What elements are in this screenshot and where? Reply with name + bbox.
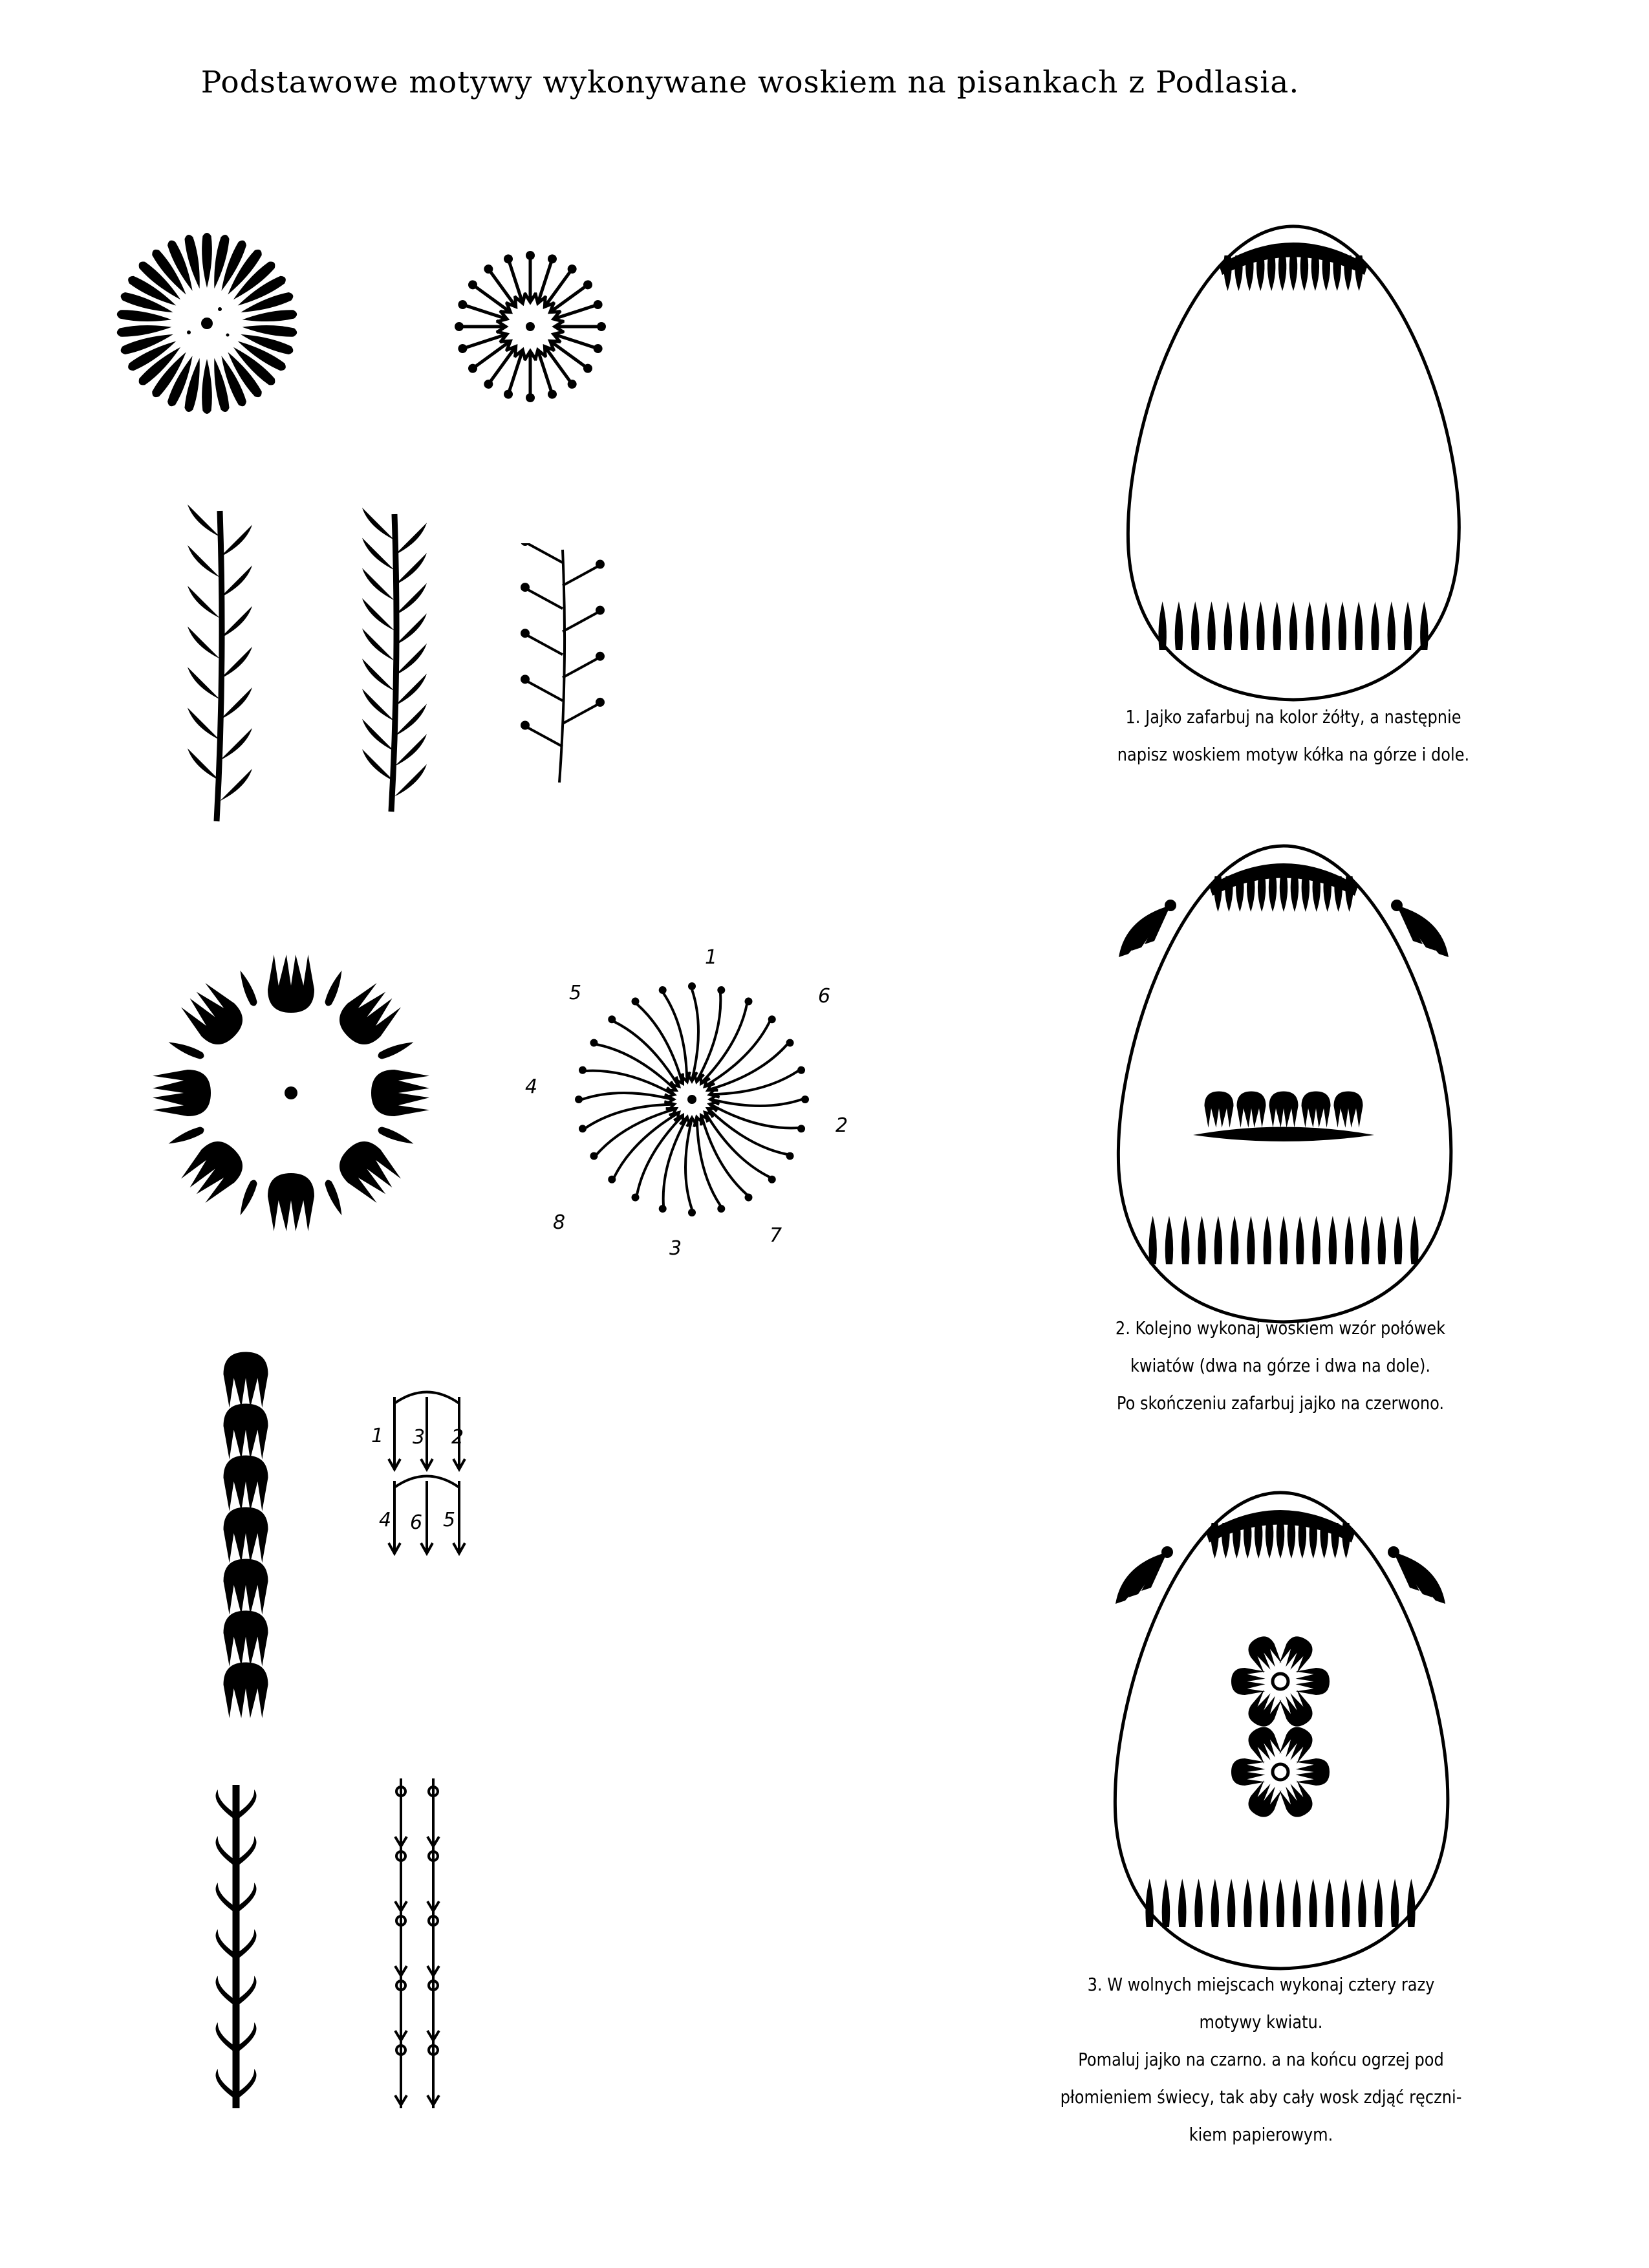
leaf-sprig-motif <box>171 504 268 828</box>
wax-stroke <box>1288 1523 1295 1559</box>
wax-stroke <box>1345 1216 1353 1264</box>
sprig-leaf <box>394 674 427 706</box>
wax-stroke <box>1322 601 1330 650</box>
egg-step-2 <box>1096 834 1471 1332</box>
wax-stroke <box>376 1125 415 1147</box>
stroke-number: 5 <box>569 982 582 1004</box>
wax-stroke <box>1329 1216 1337 1264</box>
comb-petal <box>1231 1758 1266 1786</box>
comb-petal <box>1277 1778 1317 1821</box>
sprig-leaf <box>362 719 394 751</box>
wax-stroke <box>1407 1879 1415 1927</box>
wax-stroke <box>323 1178 345 1216</box>
stroke-number: 3 <box>669 1237 682 1260</box>
wax-stroke <box>1361 1216 1369 1264</box>
sprig-leaf <box>220 647 252 679</box>
wax-stroke <box>1339 601 1346 650</box>
arrow-stroke <box>685 1118 697 1216</box>
wax-stroke <box>1323 876 1331 912</box>
comb-petal <box>268 955 314 1013</box>
sprig-leaf <box>188 586 220 618</box>
comb-petal <box>1244 1688 1285 1731</box>
comb-petal <box>224 1559 268 1615</box>
wax-dot <box>596 698 605 707</box>
wax-stroke <box>1311 255 1319 291</box>
wax-stroke <box>1256 601 1264 650</box>
wax-stroke <box>167 1125 205 1147</box>
wax-stroke <box>1306 601 1313 650</box>
comb-petal <box>1296 1668 1330 1695</box>
wax-stroke <box>1175 601 1183 650</box>
wax-stroke <box>1300 255 1308 291</box>
wax-stroke <box>1391 1879 1399 1927</box>
sprig-leaf <box>362 568 394 600</box>
comb-petal <box>1277 1632 1317 1675</box>
sprig-leaf <box>188 545 220 578</box>
arrow-stroke <box>527 635 563 654</box>
wax-stroke <box>1194 1879 1202 1927</box>
sprig-leaf <box>362 598 394 631</box>
wax-stroke <box>202 359 212 414</box>
sprig-leaf <box>220 687 252 720</box>
arrow-stroke <box>540 262 579 310</box>
stroke-number: 6 <box>410 1511 423 1534</box>
stroke-number: 3 <box>413 1426 426 1449</box>
wax-stroke <box>1225 876 1233 912</box>
sprig-leaf <box>394 764 427 797</box>
wax-stroke <box>1299 1523 1306 1559</box>
sprig-leaf <box>362 508 394 540</box>
wax-stroke <box>1371 601 1379 650</box>
wax-stroke <box>1273 601 1280 650</box>
wax-stroke <box>1296 1216 1304 1264</box>
arrow-stroke <box>710 1094 809 1106</box>
egg-step-3 <box>1093 1481 1468 1979</box>
stroke-number: 1 <box>371 1425 384 1447</box>
sprig-leaf <box>188 504 220 537</box>
arrow-stroke <box>527 681 563 700</box>
wax-stroke <box>167 1039 205 1061</box>
page-title: Podstawowe motywy wykonywane woskiem na pisankach z Podlasia. <box>200 65 1300 100</box>
comb-petal <box>1231 1668 1266 1695</box>
sprig-leaf <box>362 658 394 691</box>
wax-stroke <box>1355 601 1363 650</box>
wax-stroke <box>1236 876 1244 912</box>
wax-stroke <box>1267 255 1275 291</box>
wax-stroke <box>1345 876 1353 912</box>
comb-petal <box>268 1173 314 1231</box>
wax-stroke <box>1191 601 1199 650</box>
sprig-leaf <box>362 689 394 721</box>
arrow-stroke <box>501 253 528 305</box>
wax-dot <box>596 560 605 569</box>
wax-stroke <box>1255 1523 1262 1559</box>
wax-dot <box>521 629 530 638</box>
wax-stroke <box>237 969 259 1007</box>
wax-stroke <box>1388 601 1396 650</box>
wax-stroke <box>1263 1216 1271 1264</box>
wax-stroke <box>1148 1216 1156 1264</box>
comb-petal <box>1244 1632 1285 1675</box>
sprig-leaf <box>394 643 427 676</box>
comb-petal <box>1244 1723 1285 1766</box>
flower-motif <box>136 938 446 1248</box>
wax-stroke <box>1178 1879 1186 1927</box>
egg-step-1 <box>1106 213 1481 711</box>
comb-petal <box>224 1456 268 1511</box>
wax-stroke <box>1240 601 1248 650</box>
leaf-sprig-arrow-motif <box>517 543 627 789</box>
wax-dot <box>596 606 605 615</box>
arrow-stroke <box>457 329 509 356</box>
wax-stroke <box>1375 1879 1383 1927</box>
arrow-stroke <box>481 343 521 391</box>
comb-petal <box>1277 1688 1317 1731</box>
wax-stroke <box>1355 255 1363 291</box>
wax-stroke <box>1234 255 1242 291</box>
comb-petal <box>1302 1092 1331 1128</box>
stroke-number: 4 <box>379 1509 392 1531</box>
hook-arrow-motif <box>372 1772 462 2121</box>
wax-stroke <box>202 233 212 288</box>
sprig-stem <box>391 514 396 812</box>
wax-stroke <box>1231 1216 1238 1264</box>
arrow-stroke <box>563 567 598 586</box>
wax-stroke <box>1320 1523 1328 1559</box>
wax-stroke <box>1312 1216 1320 1264</box>
wax-stroke <box>1227 1879 1235 1927</box>
arrow-stroke <box>481 262 521 310</box>
arrow-stroke <box>563 704 598 724</box>
comb-petal <box>1237 1092 1266 1128</box>
arrow-stroke <box>540 343 579 391</box>
comb-petal <box>1244 1778 1285 1821</box>
wax-stroke <box>1211 1879 1219 1927</box>
wax-stroke <box>1214 876 1222 912</box>
radial-arrow-motif <box>433 230 627 424</box>
wax-stroke <box>1344 255 1352 291</box>
stroke-number: 4 <box>525 1075 538 1098</box>
wax-stroke <box>1165 1216 1173 1264</box>
flower <box>1231 1723 1330 1822</box>
wax-stroke <box>376 1039 415 1061</box>
comb-petal <box>331 1133 405 1207</box>
sprig-leaf <box>220 524 252 557</box>
hook-column-motif <box>197 1778 281 2115</box>
wax-stroke <box>1331 1523 1339 1559</box>
wax-stroke <box>1158 601 1166 650</box>
wax-stroke <box>1211 1523 1218 1559</box>
wax-stroke <box>1378 1216 1386 1264</box>
radial-sun-motif <box>110 226 304 420</box>
wax-stroke <box>323 969 345 1007</box>
arrow-stroke <box>587 1103 679 1162</box>
wax-stroke <box>1162 1879 1170 1927</box>
wax-stroke <box>1223 255 1231 291</box>
sprig-leaf <box>394 704 427 736</box>
wax-stroke <box>1291 876 1299 912</box>
wax-stroke <box>1247 876 1255 912</box>
wax-stroke <box>1280 876 1288 912</box>
comb-petal <box>1269 1092 1299 1128</box>
wax-stroke <box>1293 1879 1300 1927</box>
wax-stroke <box>1244 1879 1251 1927</box>
wax-stroke <box>1404 601 1412 650</box>
stroke-number: 8 <box>553 1211 566 1234</box>
sprig-leaf <box>220 728 252 761</box>
wax-stroke <box>1247 1216 1255 1264</box>
stroke-number: 7 <box>770 1224 782 1247</box>
wax-stroke <box>1410 1216 1418 1264</box>
wax-stroke <box>1289 601 1297 650</box>
arrow-stroke <box>546 336 594 376</box>
stroke-number: 6 <box>818 985 831 1008</box>
wax-dot <box>596 652 605 661</box>
arrow-stroke <box>466 277 513 317</box>
wax-stroke <box>1224 601 1232 650</box>
sprig-leaf <box>362 749 394 781</box>
arrow-stroke <box>695 1112 755 1204</box>
wax-stroke <box>1145 1879 1153 1927</box>
sprig-leaf <box>188 667 220 699</box>
wax-stroke <box>1302 876 1310 912</box>
wax-stroke <box>1181 1216 1189 1264</box>
sprig-leaf <box>362 629 394 661</box>
wax-stroke <box>1394 1216 1402 1264</box>
sprig-stem <box>217 511 222 821</box>
arrow-stroke <box>527 543 563 563</box>
step-2-caption: 2. Kolejno wykonaj woskiem wzór połówek kwiatów (dwa na górze i dwa na dole). Po skończeniu zafarbuj jajko na czerwono. <box>1115 1317 1446 1414</box>
wax-stroke <box>1313 876 1320 912</box>
flower <box>1231 1632 1330 1731</box>
wax-stroke <box>237 1178 259 1216</box>
stroke-number: 2 <box>451 1426 464 1449</box>
wax-stroke <box>1309 1879 1317 1927</box>
wax-dot <box>521 675 530 684</box>
wax-stroke <box>1420 601 1428 650</box>
comb-stroke-order-motif <box>369 1384 485 1578</box>
wax-stroke <box>1244 1523 1251 1559</box>
wax-stroke <box>1214 1216 1222 1264</box>
comb-petal <box>371 1070 429 1116</box>
sprig-leaf <box>362 538 394 570</box>
wax-stroke <box>1269 876 1277 912</box>
wax-stroke <box>1358 1879 1366 1927</box>
step-3-caption: 3. W wolnych miejscach wykonaj cztery razy motywy kwiatu. Pomaluj jajko na czarno. a na końcu ogrzej pod płomieniem świecy, tak aby cały wosk zdjąć ręczni- kiem papierowym. <box>1060 1974 1462 2145</box>
wax-stroke <box>1278 255 1286 291</box>
flower-half-bottom <box>1193 1092 1374 1142</box>
sprig-leaf <box>220 565 252 598</box>
wax-stroke <box>1256 255 1264 291</box>
wax-stroke <box>1198 1216 1205 1264</box>
sprig-leaf <box>394 523 427 555</box>
sprig-leaf <box>220 769 252 801</box>
arrow-stroke <box>629 995 689 1086</box>
stroke-number: 1 <box>705 946 718 969</box>
wax-stroke <box>1333 255 1341 291</box>
wax-stroke <box>1277 1523 1284 1559</box>
arrow-stroke <box>705 1037 797 1096</box>
wax-stroke <box>1207 601 1215 650</box>
stroke-number: 5 <box>443 1509 456 1531</box>
comb-petal <box>1205 1092 1234 1128</box>
comb-petal <box>224 1663 268 1718</box>
wax-stroke <box>1260 1879 1267 1927</box>
arrow-stroke <box>527 727 563 746</box>
wax-stroke <box>1342 1879 1350 1927</box>
wax-stroke <box>1334 876 1342 912</box>
arrow-stroke <box>563 612 598 632</box>
sprig-leaf <box>394 553 427 585</box>
wax-stroke <box>1342 1523 1350 1559</box>
arrow-stroke <box>552 297 604 325</box>
wax-stroke <box>1233 1523 1240 1559</box>
comb-petal <box>153 1070 211 1116</box>
leaf-sprig-motif-dense <box>346 508 456 818</box>
wax-stroke <box>1258 876 1266 912</box>
comb-petal <box>224 1611 268 1667</box>
arrow-stroke <box>546 277 594 317</box>
comb-petal <box>1334 1092 1363 1128</box>
comb-petal <box>177 1133 251 1207</box>
sprig-leaf <box>188 627 220 659</box>
comb-petal <box>331 978 405 1053</box>
arrow-stroke <box>575 1093 674 1105</box>
comb-petal <box>224 1404 268 1460</box>
sprig-leaf <box>188 707 220 740</box>
comb-petal <box>1277 1723 1317 1766</box>
arrow-stroke <box>527 589 563 609</box>
arrow-stroke <box>563 658 598 678</box>
comb-petal <box>224 1507 268 1563</box>
wax-stroke <box>1310 1523 1317 1559</box>
stroke-number: 2 <box>835 1114 848 1137</box>
sprig-leaf <box>394 583 427 616</box>
sprig-leaf <box>188 748 220 781</box>
flower-stroke-order-motif <box>517 938 867 1261</box>
wax-stroke <box>1322 255 1330 291</box>
wax-stroke <box>1289 255 1297 291</box>
arrow-stroke <box>687 982 698 1081</box>
wax-dot <box>521 583 530 592</box>
comb-petal <box>1296 1758 1330 1786</box>
comb-petal <box>177 978 251 1053</box>
wax-stroke <box>1326 1879 1333 1927</box>
arrow-stroke <box>532 348 559 400</box>
wax-stroke <box>1280 1216 1288 1264</box>
arrow-stroke <box>466 336 513 376</box>
wax-stroke <box>1245 255 1253 291</box>
comb-petal <box>224 1352 268 1408</box>
wax-stroke <box>1266 1523 1273 1559</box>
comb-column-motif <box>200 1345 291 1720</box>
sprig-leaf <box>394 734 427 766</box>
step-1-caption: 1. Jajko zafarbuj na kolor żółty, a następnie napisz woskiem motyw kółka na górze i dole. <box>1117 706 1470 765</box>
wax-stroke <box>1277 1879 1284 1927</box>
wax-stroke <box>1222 1523 1229 1559</box>
wax-dot <box>521 720 530 729</box>
